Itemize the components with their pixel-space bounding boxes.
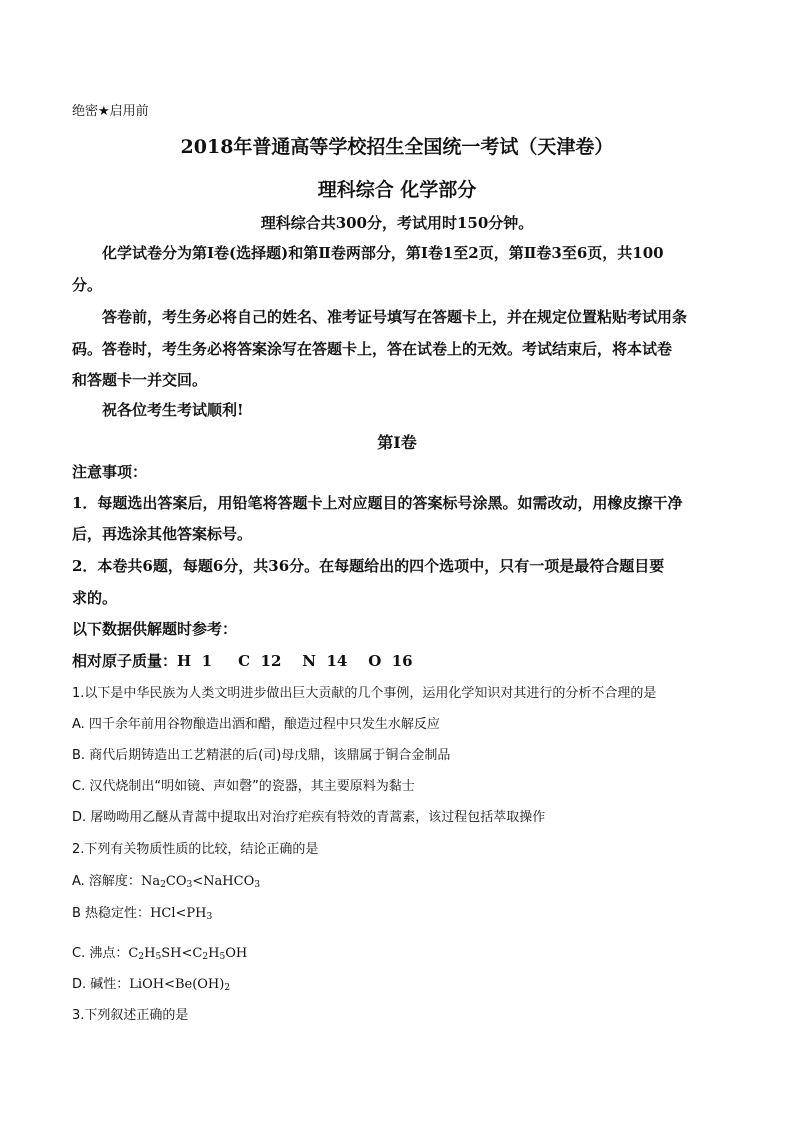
confidential-label: 绝密★启用前 [72, 104, 149, 119]
intro-para1-line2: 分。 [72, 276, 103, 294]
formula-na: Na [140, 874, 161, 889]
formula-co: CO [165, 874, 187, 889]
intro-para2-line1: 答卷前，考生务必将自己的姓名、准考证号填写在答题卡上，并在规定位置粘贴考试用条 [102, 308, 688, 326]
question-1-stem: 1.以下是中华民族为人类文明进步做出巨大贡献的几个事例，运用化学知识对其进行的分析不合理的是 [72, 686, 657, 701]
formula-lioh-beoh: LiOH<Be(OH) [129, 977, 225, 992]
formula-sub: 3 [206, 912, 213, 922]
formula-sub: 3 [254, 880, 261, 890]
question-3-stem: 3.下列叙述正确的是 [72, 1008, 189, 1023]
question-2-option-c [72, 942, 247, 962]
question-1-option-d: D. 屠呦呦用乙醚从青蒿中提取出对治疗疟疾有特效的青蒿素，该过程包括萃取操作 [72, 810, 546, 825]
formula-h: H [208, 946, 220, 961]
question-1-option-c: C. 汉代烧制出“明如镜、声如磬”的瓷器，其主要原料为黏士 [72, 779, 415, 794]
intro-para2-line2: 码。答卷时，考生务必将答案涂写在答题卡上，答在试卷上的无效。考试结束后，将本试卷 [72, 340, 673, 358]
intro-para1-line1: 化学试卷分为第Ⅰ卷(选择题)和第Ⅱ卷两部分，第Ⅰ卷1至2页，第Ⅱ卷3至6页，共100 [102, 244, 664, 262]
formula-sub: 2 [160, 880, 166, 890]
option-d-label: D. 碱性： [72, 977, 130, 992]
formula-sub: 3 [186, 880, 193, 890]
intro-para2-line3: 和答题卡一并交回。 [72, 371, 208, 389]
formula-sub: 5 [219, 952, 226, 962]
formula-sub: 5 [155, 952, 162, 962]
formula-sub: 2 [138, 952, 145, 962]
wish-text: 祝各位考生考试顺利! [102, 401, 244, 419]
notes-heading: 注意事项： [72, 463, 148, 481]
question-2-option-a [72, 870, 260, 890]
note2-line1: 2．本卷共6题，每题6分，共36分。在每题给出的四个选项中，只有一项是最符合题目要 [72, 557, 665, 575]
question-1-option-b: B. 商代后期铸造出工艺精湛的后(司)母戊鼎，该鼎属于铜合金制品 [72, 748, 451, 763]
formula-h: H [144, 946, 156, 961]
formula-c: C [128, 946, 139, 961]
exam-info: 理科综合共300分，考试用时150分钟。 [260, 214, 534, 232]
option-a-label: A. 溶解度： [72, 874, 141, 889]
section-title: 第Ⅰ卷 [377, 433, 417, 452]
note1-line2: 后，再选涂其他答案标号。 [72, 525, 253, 543]
note1-line1: 1．每题选出答案后，用铅笔将答题卡上对应题目的答案标号涂黑。如需改动，用橡皮擦干净 [72, 494, 683, 512]
formula-sub: 2 [224, 983, 231, 993]
formula-hcl-ph: HCl<PH [150, 906, 207, 921]
reference-heading: 以下数据供解题时参考： [72, 620, 238, 638]
formula-sub: 2 [202, 952, 209, 962]
option-c-label: C. 沸点： [72, 946, 129, 961]
formula-oh: OH [225, 946, 248, 961]
question-2-stem: 2.下列有关物质性质的比较，结论正确的是 [72, 842, 319, 857]
note2-line2: 求的。 [72, 589, 118, 607]
exam-title: 2018年普通高等学校招生全国统一考试（天津卷） [180, 136, 614, 158]
question-1-option-a: A. 四千余年前用谷物酿造出酒和醋，酿造过程中只发生水解反应 [72, 717, 440, 732]
atomic-mass-line: 相对原子质量：H 1 C 12 N 14 O 16 [72, 652, 413, 670]
formula-nahco: <NaHCO [192, 874, 255, 889]
formula-sh-c: SH<C [161, 946, 203, 961]
option-b-label: B 热稳定性： [72, 906, 151, 921]
question-2-option-d [72, 973, 230, 993]
question-2-option-b [72, 902, 212, 922]
exam-subtitle: 理科综合 化学部分 [317, 179, 477, 201]
